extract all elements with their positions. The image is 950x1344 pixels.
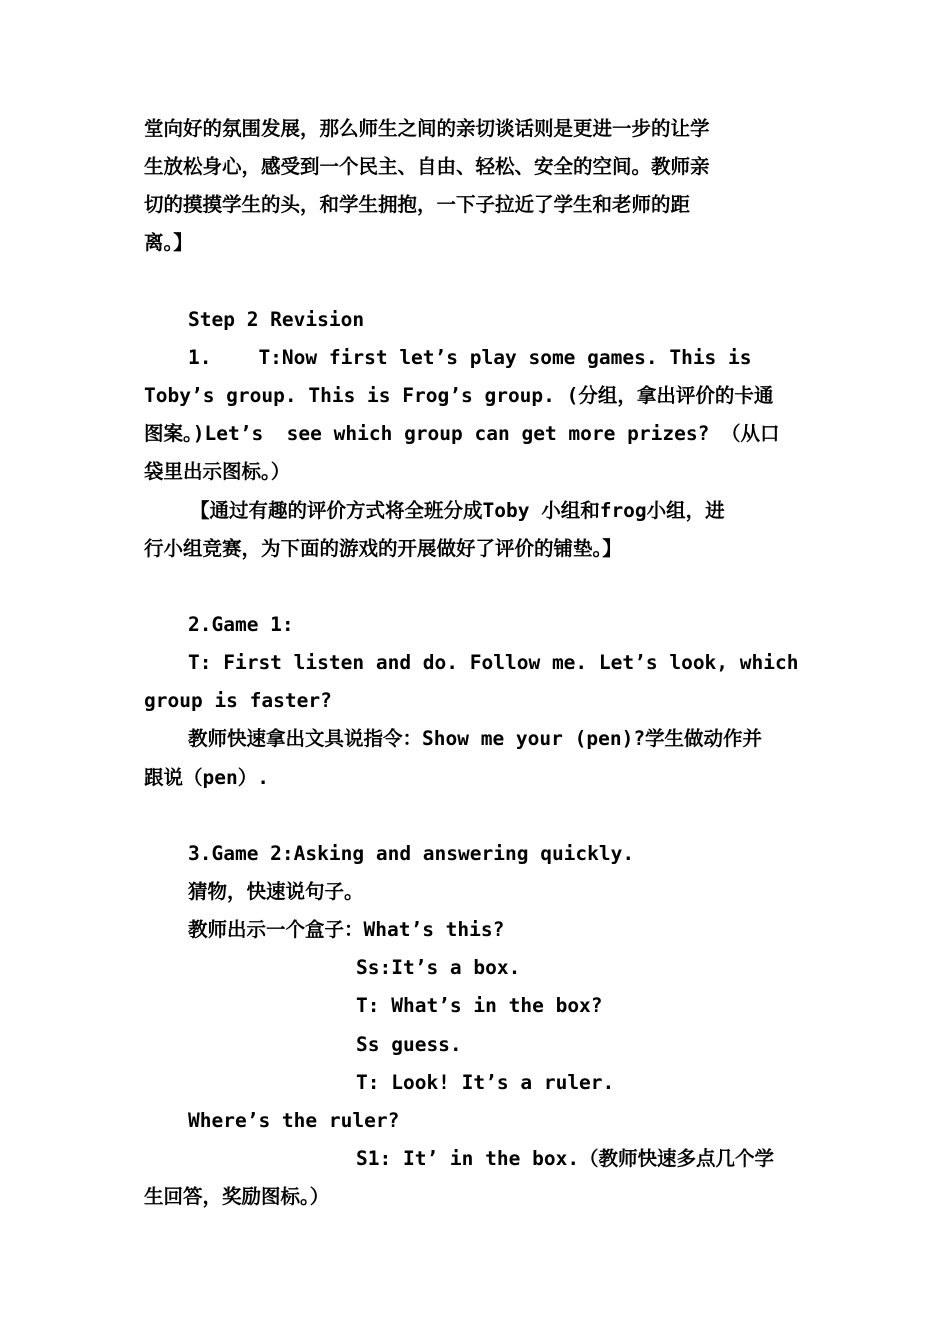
text-line: 图案。)Let’s see which group can get more prizes? （从口 (144, 422, 780, 445)
game-heading: 2.Game 1: (188, 613, 294, 636)
dialogue-line: T: What’s in the box? (356, 994, 603, 1017)
dialogue-line: Where’s the ruler? (188, 1109, 400, 1132)
text-line: 离。】 (144, 231, 193, 254)
text-line: 猜物，快速说句子。 (188, 880, 364, 903)
text-line: 1. T:Now first let’s play some games. This is (188, 346, 752, 369)
dialogue-line: Ss guess. (356, 1033, 462, 1056)
text-line: group is faster? (144, 689, 332, 712)
text-line: 切的摸摸学生的头，和学生拥抱，一下子拉近了学生和老师的距 (144, 193, 691, 216)
text-line: 生放松身心，感受到一个民主、自由、轻松、安全的空间。教师亲 (144, 155, 710, 178)
comment-line: 行小组竞赛，为下面的游戏的开展做好了评价的铺垫。】 (144, 537, 622, 560)
text-line: 堂向好的氛围发展，那么师生之间的亲切谈话则是更进一步的让学 (144, 117, 710, 140)
game-heading: 3.Game 2:Asking and answering quickly. (188, 842, 635, 865)
text-line: 教师出示一个盒子：What’s this? (188, 918, 505, 941)
dialogue-line: T: Look! It’s a ruler. (356, 1071, 615, 1094)
text-line: T: First listen and do. Follow me. Let’s look, which (188, 651, 799, 674)
comment-line: 【通过有趣的评价方式将全班分成Toby 小组和frog小组，进 (190, 499, 725, 522)
section-heading: Step 2 Revision (188, 308, 365, 331)
text-line: 袋里出示图标。） (144, 460, 291, 483)
text-line: 生回答，奖励图标。） (144, 1185, 330, 1208)
dialogue-line: S1: It’ in the box.（教师快速多点几个学 (356, 1147, 775, 1170)
text-line: 跟说（pen）. (144, 766, 269, 789)
text-line: Toby’s group. This is Frog’s group. (分组，拿出评价的卡通 (144, 384, 774, 407)
dialogue-line: Ss:It’s a box. (356, 956, 521, 979)
text-line: 教师快速拿出文具说指令：Show me your (pen)?学生做动作并 (188, 727, 763, 750)
